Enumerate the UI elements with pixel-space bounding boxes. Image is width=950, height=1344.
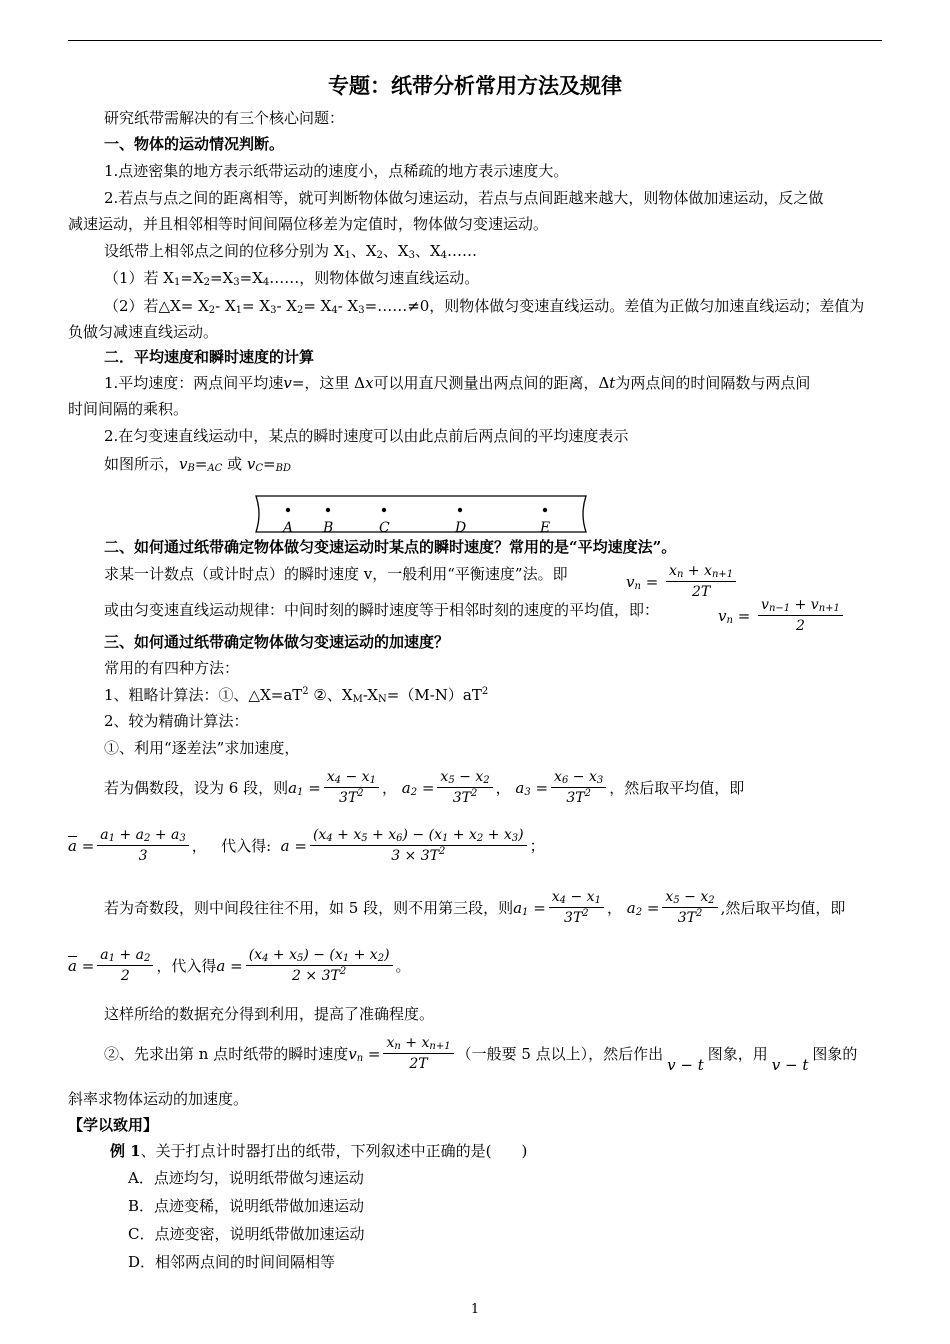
s3-p1: 求某一计数点（或计时点）的瞬时速度 v，一般利用“平衡速度”法。即: [104, 565, 568, 583]
s1-p2b: 减速运动，并且相邻相等时间间隔位移差为定值时，物体做匀变速运动。: [68, 215, 549, 233]
even-average-line: $\overline{a}$ = $\frac{a_1 + a_2 + a_3}{3}$ ， 代入得: a = $\frac{(x_4 + x_5 + x_6) - (x_1 + x_2 + x_3)}{3 \times 3T^2}$ ；: [68, 827, 545, 864]
odd-average-line: $\overline{a}$ = $\frac{a_1 + a_2}{2}$ ，代入得 a = $\frac{(x_4 + x_5) - (x_1 + x_2)}{2 \times 3T^2}$ 。: [68, 947, 411, 984]
s4-p6: ②、先求出第 n 点时纸带的瞬时速度 $v_n$ = $\frac{x_n + x_{n+1}}{2T}$ （一般要 5 点以上），然后作出 v − t 图象，用 v − t 图象的: [104, 1035, 858, 1074]
s1-case1: （1）若 $X_1=X_2=X_3=X_4\dots\dots$，则物体做匀速直线运动。: [104, 269, 480, 288]
section4-heading: 三、如何通过纸带确定物体做匀变速运动的加速度？: [104, 633, 450, 651]
even-segments-line: 若为偶数段，设为 6 段，则 $a_1$ = $\frac{x_4 - x_1}{3T^2}$ ， $a_2$ = $\frac{x_5 - x_2}{3T^2}$ ， $a_3$ = $\frac{x_6 - x_3}{3T^2}$ ，然后取平均值，即: [104, 769, 745, 806]
tape-dot-b: [326, 508, 330, 512]
option-d: D．相邻两点间的时间间隔相等: [128, 1253, 336, 1271]
header-rule: [68, 40, 882, 41]
section1-heading: 一、物体的运动情况判断。: [104, 135, 285, 153]
option-c: C．点迹变密，说明纸带做加速运动: [128, 1225, 365, 1243]
example-question: 例 1、关于打点计时器打出的纸带，下列叙述中正确的是( ): [110, 1142, 528, 1160]
s2-p1a: 1.平均速度：两点间平均速v=，这里 Δx可以用直尺测量出两点间的距离，Δt为两点间的时间隔数与两点间: [104, 374, 811, 392]
s2-p3: 如图所示，$v_B=_{AC}$ 或 $v_C=_{BD}$: [104, 455, 291, 474]
option-b: B．点迹变稀，说明纸带做加速运动: [128, 1197, 365, 1215]
s1-p3: 设纸带上相邻点之间的位移分别为 $X_1$、$X_2$、$X_3$、$X_4\dots\dots$: [104, 242, 478, 261]
intro-text: 研究纸带需解决的有三个核心问题：: [104, 109, 345, 127]
s4-p1: 常用的有四种方法：: [104, 659, 240, 677]
s3-p2: 或由匀变速直线运动规律：中间时刻的瞬时速度等于相邻时刻的速度的平均值，即：: [104, 601, 660, 619]
s4-p2: 1、粗略计算法：①、$\triangle X=aT^2$ ②、$X_M-X_N=(M-N)aT^2$: [104, 686, 489, 705]
odd-segments-line: 若为奇数段，则中间段往往不用，如 5 段，则不用第三段，则 $a_1$ = $\frac{x_4 - x_1}{3T^2}$ ， $a_2$ = $\frac{x_5 - x_2}{3T^2}$ ,然后取平均值，即: [104, 889, 846, 926]
practice-heading: 【学以致用】: [68, 1116, 159, 1134]
section2-heading: 二．平均速度和瞬时速度的计算: [104, 348, 315, 366]
s4-p7: 斜率求物体运动的加速度。: [68, 1090, 249, 1108]
tape-dot-e: [543, 508, 547, 512]
s2-p1b: 时间间隔的乘积。: [68, 400, 189, 418]
tape-label-a: A: [283, 520, 294, 536]
page-title: 专题：纸带分析常用方法及规律: [328, 73, 622, 98]
s4-p5: 这样所给的数据充分得到利用，提高了准确程度。: [104, 1005, 435, 1023]
page-number: 1: [470, 1302, 480, 1317]
tape-label-b: B: [323, 520, 334, 536]
s1-case2b: 负做匀减速直线运动。: [68, 323, 219, 341]
s1-case2a: （2）若△X= $X_2-$ $X_1= X_3-$ $X_2= X_4-$ $X_3=\dots\dots\ne 0$，则物体做匀变速直线运动。差值为正做匀加速直线运动；差值为: [104, 297, 865, 316]
tape-dot-d: [458, 508, 462, 512]
option-a: A．点迹均匀，说明纸带做匀速运动: [128, 1169, 364, 1187]
formula-vn-mean-velocity: $v_n$ = $\frac{v_{n-1} + v_{n+1}}{2}$: [718, 596, 846, 635]
s1-p2a: 2.若点与点之间的距离相等，就可判断物体做匀速运动，若点与点间距越来越大，则物体做加速运动，反之做: [104, 189, 824, 207]
tape-label-c: C: [379, 520, 390, 536]
tape-dot-a: [286, 508, 290, 512]
tape-dot-c: [382, 508, 386, 512]
formula-vn-average: $v_n$ = $\frac{x_n + x_{n+1}}{2T}$: [626, 562, 739, 601]
tape-label-e: E: [540, 520, 551, 536]
s4-p3: 2、较为精确计算法：: [104, 712, 249, 730]
tape-label-d: D: [455, 520, 467, 536]
s4-p4: ①、利用“逐差法”求加速度，: [104, 739, 300, 757]
s1-p1: 1.点迹密集的地方表示纸带运动的速度小，点稀疏的地方表示速度大。: [104, 162, 569, 180]
s2-p2: 2.在匀变速直线运动中，某点的瞬时速度可以由此点前后两点间的平均速度表示: [104, 427, 629, 445]
section3-heading: 二、如何通过纸带确定物体做匀变速运动时某点的瞬时速度？常用的是“平均速度法”。: [104, 538, 677, 556]
